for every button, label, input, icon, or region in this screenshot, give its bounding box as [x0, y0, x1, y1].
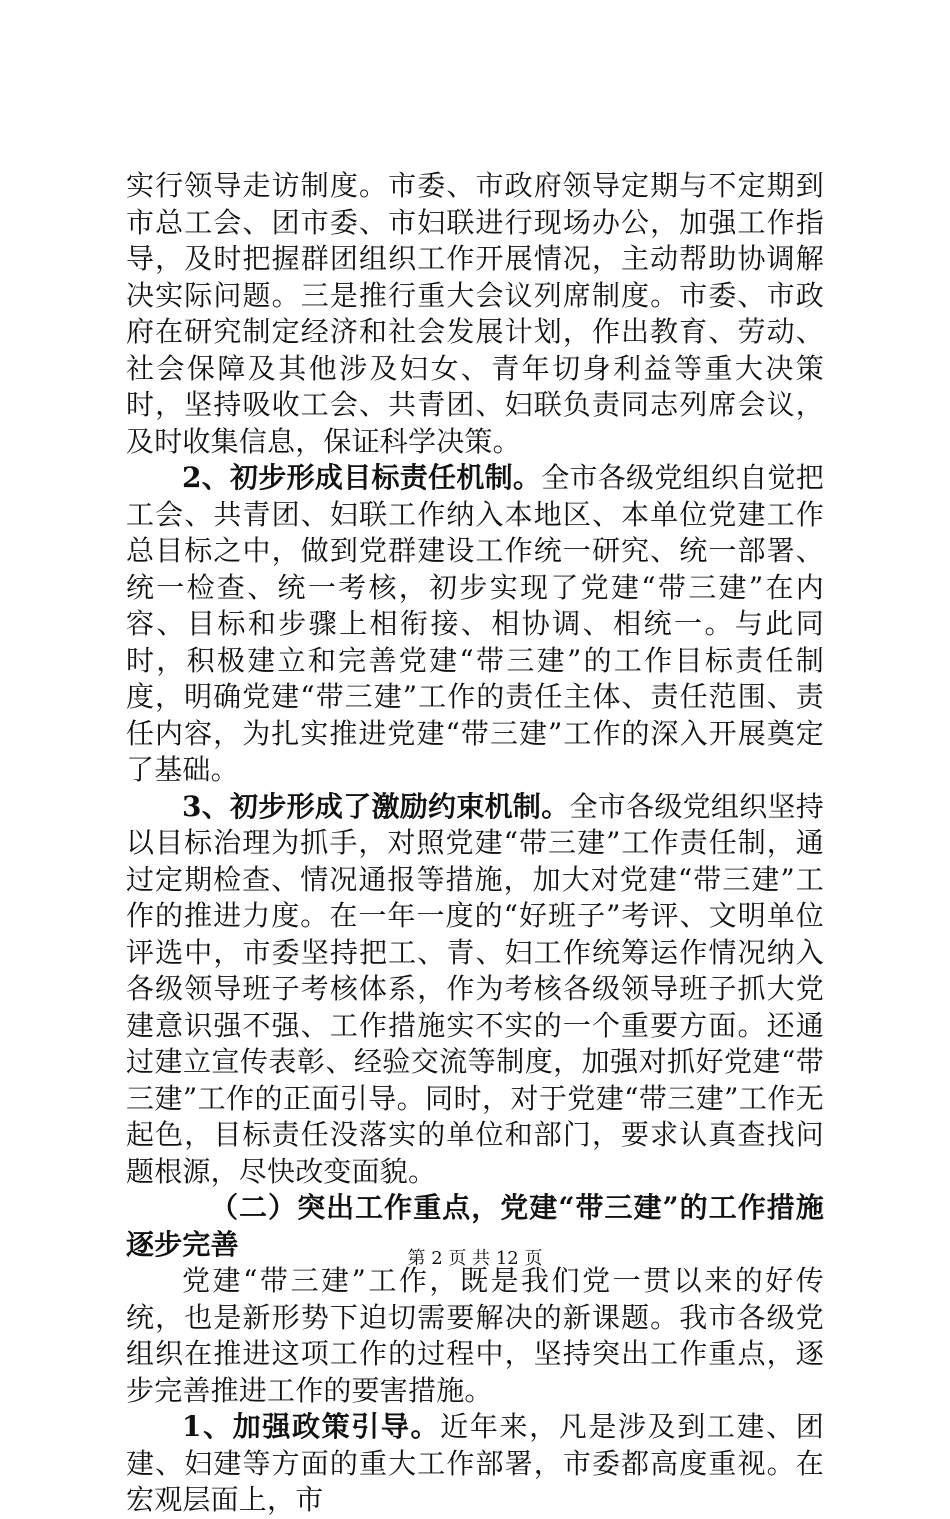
page-footer	[0, 1244, 950, 1270]
paragraph-text: 党建“带三建”工作，既是我们党一贯以来的好传统，也是新形势下迫切需要解决的新课题。我市各级党组织在推进这项工作的过程中，坚持突出工作重点，逐步完善推进工作的要害措施。	[126, 1264, 825, 1407]
paragraph-lead: 3、初步形成了激励约束机制。	[182, 789, 570, 823]
paragraph-intro	[126, 1263, 824, 1409]
document-body	[126, 168, 824, 1519]
paragraph-target-responsibility	[126, 460, 824, 789]
paragraph-lead: 2、初步形成目标责任机制。	[182, 461, 542, 494]
paragraph-policy-guidance	[126, 1409, 824, 1519]
paragraph-incentive-mechanism	[126, 789, 824, 1191]
paragraph-lead: 1、加强政策引导。	[182, 1410, 441, 1443]
paragraph-continuation	[126, 168, 824, 460]
paragraph-text: 实行领导走访制度。市委、市政府领导定期与不定期到市总工会、团市委、市妇联进行现场办公，加强工作指导，及时把握群团组织工作开展情况，主动帮助协调解决实际问题。三是推行重大会议列席制度。市委、市政府在研究制定经济和社会发展计划，作出教育、劳动、社会保障及其他涉及妇女、青年切身利益等重大决策时，坚持吸收工会、共青团、妇联负责同志列席会议，及时收集信息，保证科学决策。	[126, 169, 824, 458]
page-number-label: 第 2 页 共 12 页	[407, 1248, 543, 1269]
paragraph-text: 全市各级党组织自觉把工会、共青团、妇联工作纳入本地区、本单位党建工作总目标之中，做到党群建设工作统一研究、统一部署、统一检查、统一考核，初步实现了党建“带三建”在内容、目标和步骤上相衔接、相协调、相统一。与此同时，积极建立和完善党建“带三建”的工作目标责任制度，明确党建“带三建”工作的责任主体、责任范围、责任内容，为扎实推进党建“带三建”工作的深入开展奠定了基础。	[126, 461, 824, 786]
paragraph-text: 近年来，凡是涉及到工建、团建、妇建等方面的重大工作部署，市委都高度重视。在宏观层面上，市	[126, 1410, 824, 1516]
section-heading-text: （二）突出工作重点，党建“带三建”的工作措施逐步完善	[126, 1191, 824, 1261]
paragraph-text: 全市各级党组织坚持以目标治理为抓手，对照党建“带三建”工作责任制，通过定期检查、情况通报等措施，加大对党建“带三建”工作的推进力度。在一年一度的“好班子”考评、文明单位评选中，市委坚持把工、青、妇工作统筹运作情况纳入各级领导班子考核体系，作为考核各级领导班子抓大党建意识强不强、工作措施实不实的一个重要方面。还通过建立宣传表彰、经验交流等制度，加强对抓好党建“带三建”工作的正面引导。同时，对于党建“带三建”工作无起色，目标责任没落实的单位和部门，要求认真查找问题根源，尽快改变面貌。	[126, 789, 824, 1188]
